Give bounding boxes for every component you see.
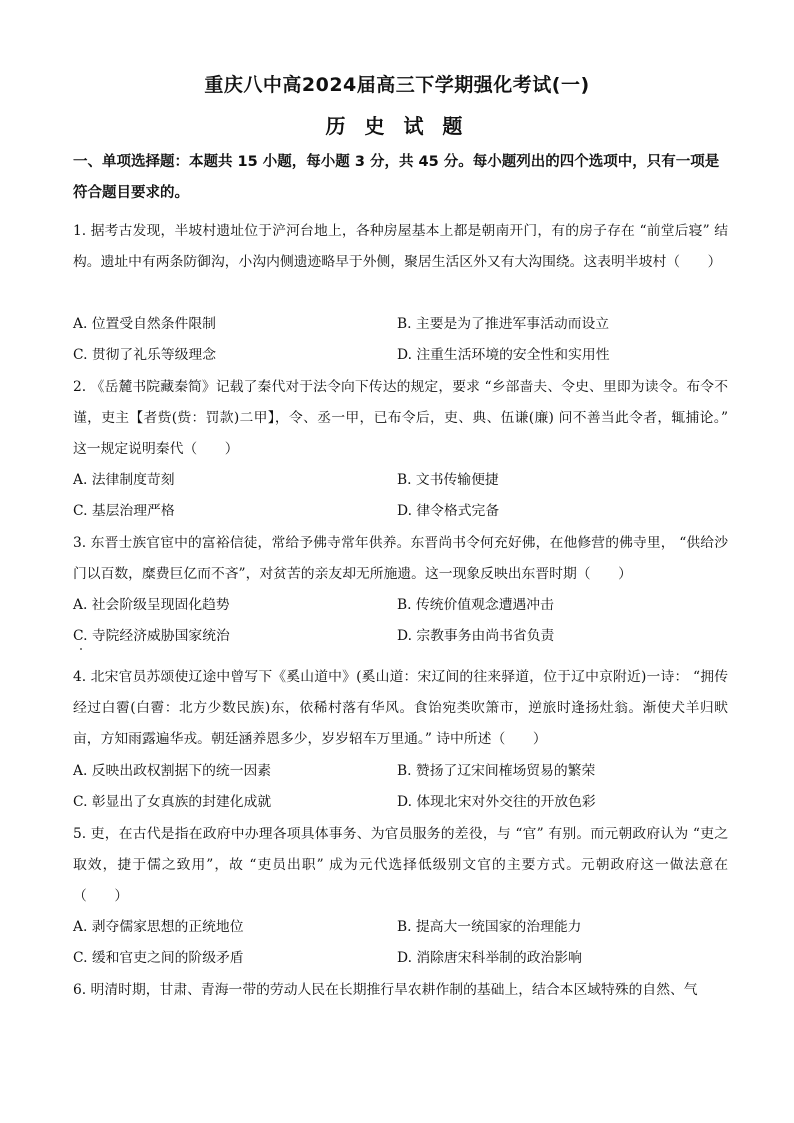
exam-title: 重庆八中高2024届高三下学期强化考试(一) bbox=[204, 74, 590, 96]
question-4-stem: 4. 北宋官员苏颂使辽途中曾写下《奚山道中》(奚山道：宋辽间的往来驿道，位于辽中京附近)一诗： “拥传经过白霫(白霫：北方少数民族)东，依稀村落有华风。食饴宛类吹箫市，逆旅时逢扬灶翁。渐使犬羊归畎亩，方知雨露遍华戎。朝廷涵养恩多少，岁岁轺车万里通。” 诗中所述（ ） bbox=[73, 669, 728, 747]
question-1-option-d: D. 注重生活环境的安全性和实用性 bbox=[397, 347, 610, 363]
question-5-option-c: C. 缓和官吏之间的阶级矛盾 bbox=[73, 950, 244, 966]
question-3-option-a: A. 社会阶级呈现固化趋势 bbox=[73, 597, 230, 613]
question-1-option-b: B. 主要是为了推进军事活动而设立 bbox=[397, 316, 610, 332]
question-5-option-d: D. 消除唐宋科举制的政治影响 bbox=[397, 950, 582, 966]
question-1-option-a: A. 位置受自然条件限制 bbox=[73, 316, 216, 332]
stray-dot-mark bbox=[80, 648, 82, 650]
subject-title: 历 史 试 题 bbox=[325, 114, 469, 138]
question-5-option-a: A. 剥夺儒家思想的正统地位 bbox=[73, 919, 244, 935]
question-3-stem: 3. 东晋士族官宦中的富裕信徒，常给予佛寺常年供养。东晋尚书令何充好佛，在他修营的佛寺里， “供给沙门以百数，糜费巨亿而不吝”，对贫苦的亲友却无所施遗。这一现象反映出东晋时期（ ） bbox=[73, 535, 728, 582]
question-4-option-a: A. 反映出政权割据下的统一因素 bbox=[73, 763, 272, 779]
question-3-option-d: D. 宗教事务由尚书省负责 bbox=[397, 628, 555, 644]
question-5-option-b: B. 提高大一统国家的治理能力 bbox=[397, 919, 582, 935]
question-2-option-c: C. 基层治理严格 bbox=[73, 503, 175, 519]
question-4-option-d: D. 体现北宋对外交往的开放色彩 bbox=[397, 794, 596, 810]
section-heading: 一、单项选择题：本题共 15 小题，每小题 3 分，共 45 分。每小题列出的四个选项中，只有一项是符合题目要求的。 bbox=[73, 154, 720, 201]
question-6-stem: 6. 明清时期，甘肃、青海一带的劳动人民在长期推行旱农耕作制的基础上，结合本区域特殊的自然、气 bbox=[73, 982, 698, 998]
question-4-option-b: B. 赞扬了辽宋间榷场贸易的繁荣 bbox=[397, 763, 596, 779]
question-5-stem: 5. 吏，在古代是指在政府中办理各项具体事务、为官员服务的差役，与 “官” 有别。而元朝政府认为 “吏之取效，捷于儒之致用”，故 “吏员出职” 成为元代选择低级别文官的主要方式。元朝政府这一做法意在（ ） bbox=[73, 826, 728, 904]
question-4-option-c: C. 彰显出了女真族的封建化成就 bbox=[73, 794, 272, 810]
question-2-stem: 2. 《岳麓书院藏秦简》记载了秦代对于法令向下传达的规定，要求 “乡部啬夫、令史、里即为读令。布令不谨，吏主【者赀(赀：罚款)二甲】，令、丞一甲，已布令后，吏、典、伍谦(廉) 问不善当此令者，辄捕论。” 这一规定说明秦代（ ） bbox=[73, 379, 728, 457]
question-2-option-d: D. 律令格式完备 bbox=[397, 503, 500, 519]
question-1-stem: 1. 据考古发现，半坡村遗址位于浐河台地上，各种房屋基本上都是朝南开门，有的房子存在 “前堂后寝” 结构。遗址中有两条防御沟，小沟内侧遗迹略早于外侧，聚居生活区外又有大沟围绕。这表明半坡村（ ） bbox=[73, 223, 728, 270]
question-2-option-b: B. 文书传输便捷 bbox=[397, 472, 499, 488]
question-2-option-a: A. 法律制度苛刻 bbox=[73, 472, 175, 488]
question-3-option-b: B. 传统价值观念遭遇冲击 bbox=[397, 597, 554, 613]
question-3-option-c: C. 寺院经济威胁国家统治 bbox=[73, 628, 230, 644]
question-1-option-c: C. 贯彻了礼乐等级理念 bbox=[73, 347, 217, 363]
